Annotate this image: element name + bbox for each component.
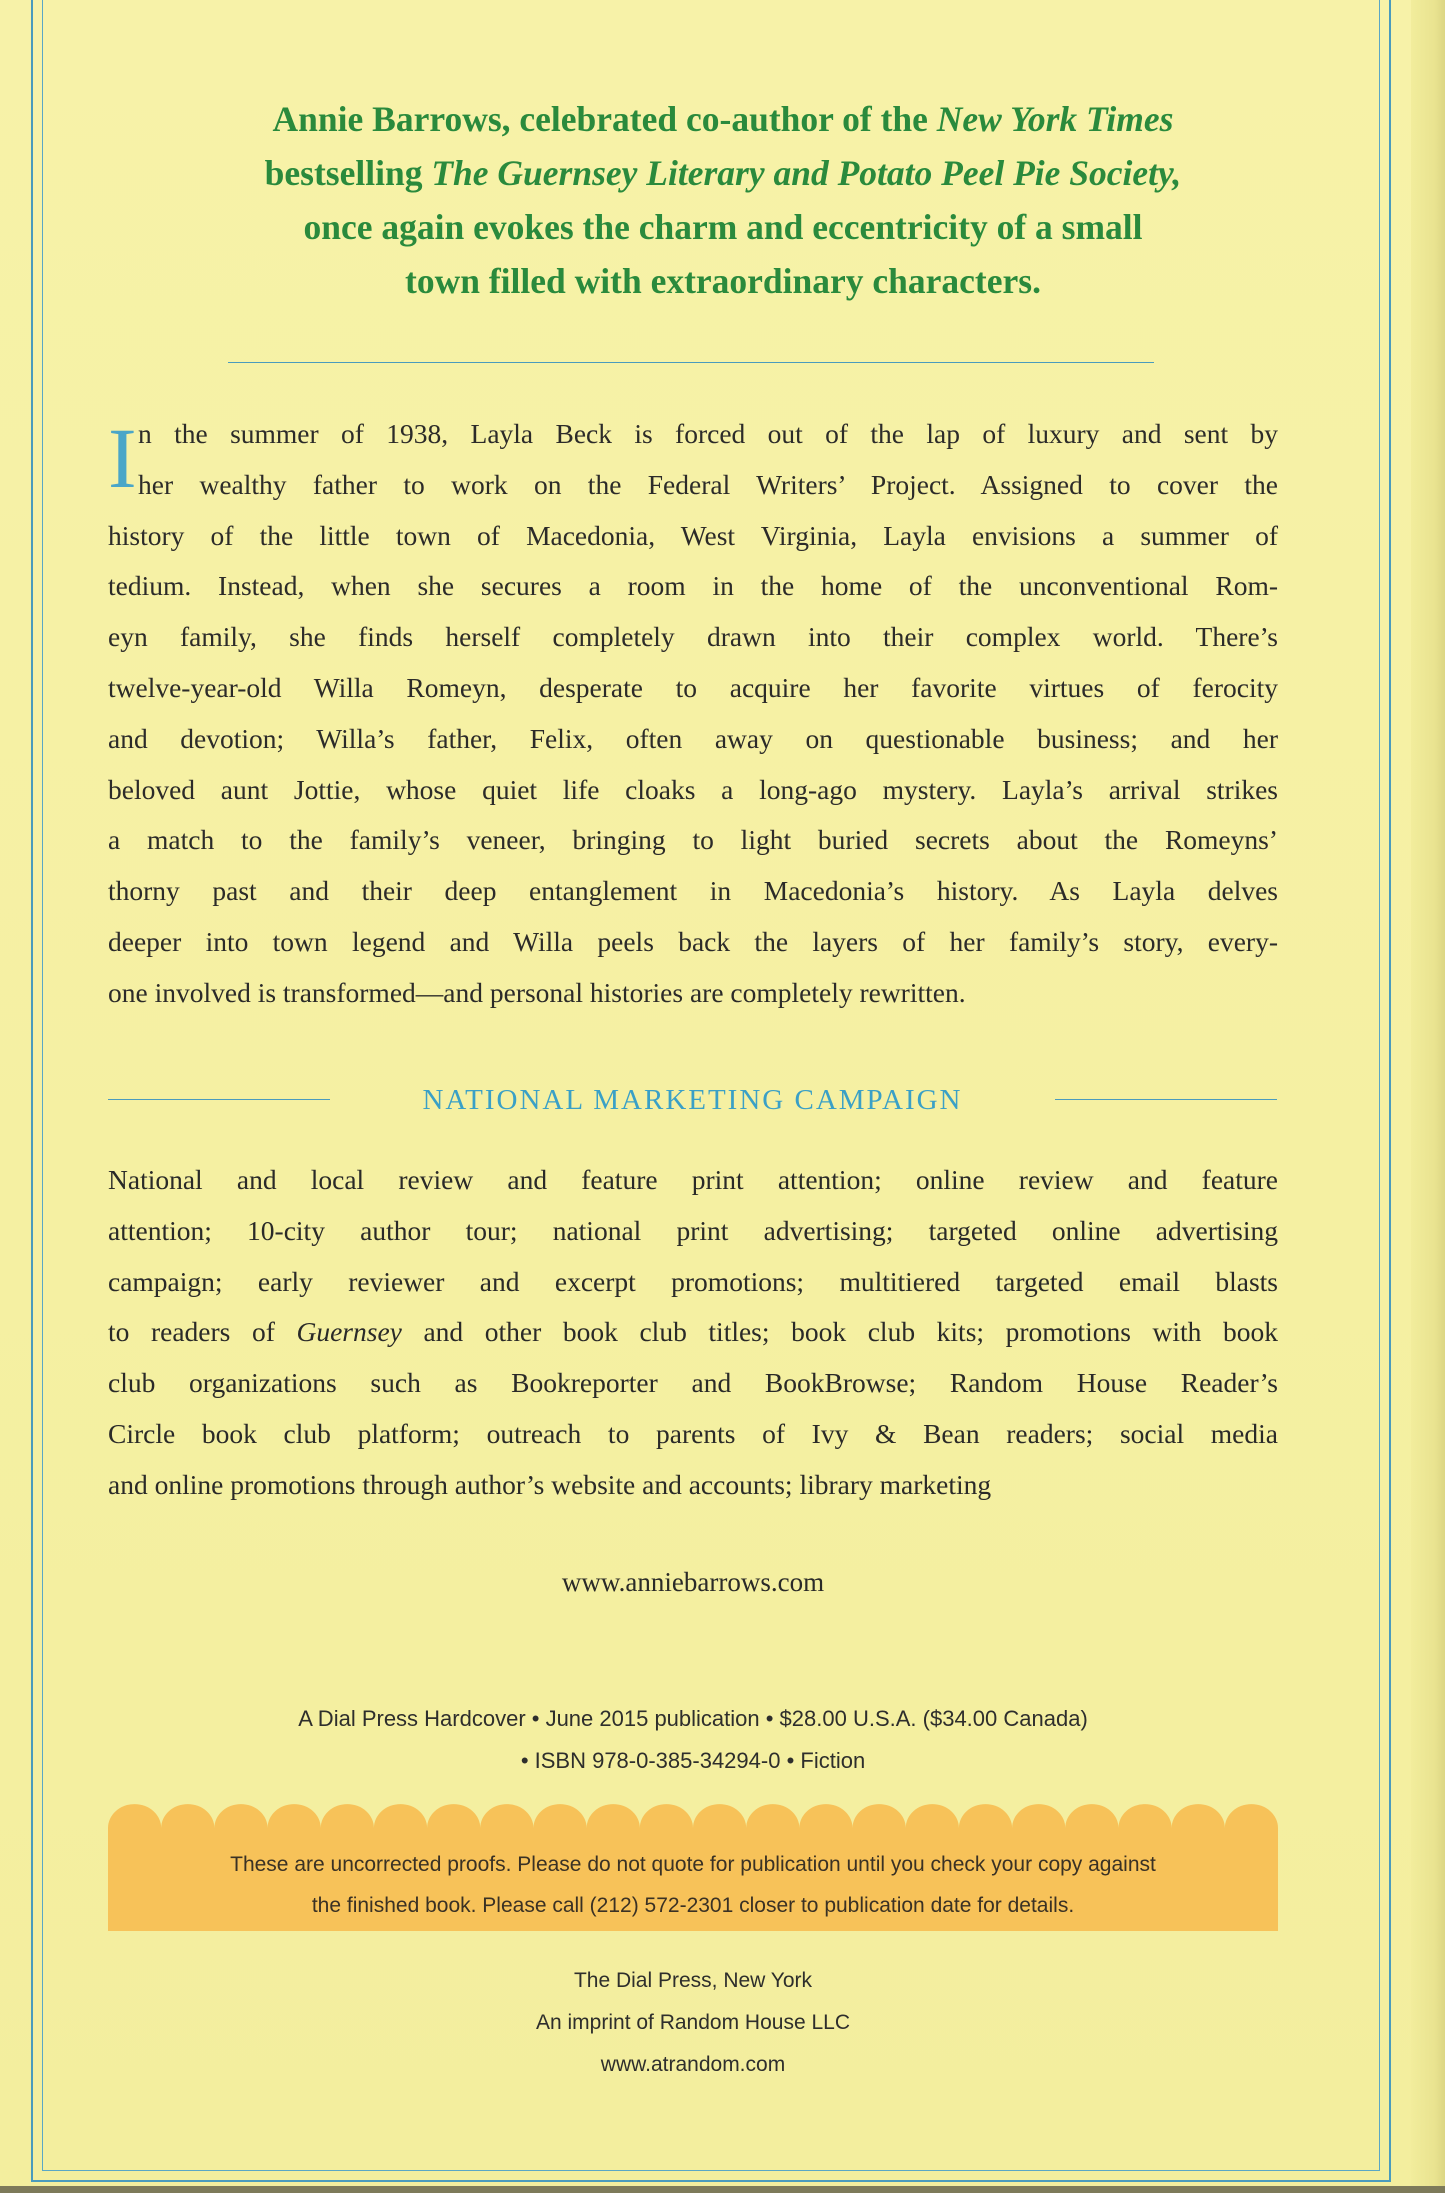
synopsis-line: deeper into town legend and Willa peels back the layers of her family’s story, every- <box>108 925 1278 957</box>
synopsis-line: beloved aunt Jottie, whose quiet life cloaks a long-ago mystery. Layla’s arrival strikes <box>108 773 1278 805</box>
heading-rule-left <box>108 1099 330 1100</box>
author-website: www.anniebarrows.com <box>561 1567 825 1597</box>
drop-cap: I <box>108 410 137 506</box>
divider-rule <box>228 362 1154 363</box>
headline-line: town filled with extraordinary characters. <box>405 261 1041 301</box>
marketing-line: to readers of Guernsey and other book club titles; book club kits; promotions with book <box>108 1316 1278 1348</box>
synopsis-line: history of the little town of Macedonia, West Virginia, Layla envisions a summer of <box>108 519 1278 551</box>
imprint-line: An imprint of Random House LLC <box>536 2011 850 2034</box>
headline-blurb <box>108 92 1338 308</box>
imprint-line: www.atrandom.com <box>600 2053 786 2076</box>
book-title: The Guernsey Literary and Potato Peel Pie Society, <box>431 153 1182 193</box>
notice-line: the finished book. Please call (212) 572-2301 closer to publication date for details. <box>311 1894 1075 1917</box>
marketing-line: Circle book club platform; outreach to parents of Ivy & Bean readers; social media <box>108 1417 1278 1449</box>
pub-line: • ISBN 978-0-385-34294-0 • Fiction <box>520 1748 866 1773</box>
marketing-line: National and local review and feature print attention; online review and feature <box>108 1164 1278 1195</box>
marketing-line: attention; 10-city author tour; national print advertising; targeted online advertising <box>108 1214 1278 1246</box>
marketing-line: and online promotions through author’s website and accounts; library marketing <box>108 1468 992 1500</box>
guernsey-title: Guernsey <box>296 1316 402 1348</box>
cover-edge <box>1411 0 1445 2193</box>
pub-line: A Dial Press Hardcover • June 2015 publication • $28.00 U.S.A. ($34.00 Canada) <box>298 1706 1088 1731</box>
marketing-line: club organizations such as Bookreporter and BookBrowse; Random House Reader’s <box>108 1367 1278 1399</box>
marketing-line: campaign; early reviewer and excerpt promotions; multitiered targeted email blasts <box>108 1265 1278 1297</box>
synopsis-line: her wealthy father to work on the Federal Writers’ Project. Assigned to cover the <box>138 468 1278 500</box>
synopsis-line: thorny past and their deep entanglement in Macedonia’s history. As Layla delves <box>108 875 1278 907</box>
newspaper-title: New York Times <box>936 99 1174 139</box>
marketing-heading: NATIONAL MARKETING CAMPAIGN <box>422 1084 963 1116</box>
bottom-edge <box>0 2186 1445 2193</box>
synopsis-line: tedium. Instead, when she secures a room in the home of the unconventional Rom- <box>108 570 1278 602</box>
synopsis-line: a match to the family’s veneer, bringing to light buried secrets about the Romeyns’ <box>108 824 1278 856</box>
publisher-imprint <box>108 1960 1278 2086</box>
synopsis-line: eyn family, she finds herself completely drawn into their complex world. There’s <box>108 621 1278 653</box>
headline-line: once again evokes the charm and eccentricity of a small <box>303 207 1143 247</box>
synopsis-paragraph <box>108 409 1278 1019</box>
marketing-paragraph <box>108 1155 1278 1511</box>
synopsis-line: and devotion; Willa’s father, Felix, often away on questionable business; and her <box>108 722 1278 754</box>
synopsis-line: one involved is transformed—and personal histories are completely rewritten. <box>108 976 966 1008</box>
headline-line: Annie Barrows, celebrated co-author of the New York Times <box>272 99 1174 139</box>
imprint-line: The Dial Press, New York <box>573 1969 813 1992</box>
heading-rule-right <box>1055 1099 1277 1100</box>
publication-info <box>108 1698 1278 1782</box>
proof-notice <box>108 1828 1278 1931</box>
notice-text <box>108 1844 1278 1926</box>
notice-line: These are uncorrected proofs. Please do not quote for publication until you check your copy against <box>230 1853 1156 1876</box>
headline-line: bestselling The Guernsey Literary and Potato Peel Pie Society, <box>264 153 1182 193</box>
synopsis-line: twelve-year-old Willa Romeyn, desperate to acquire her favorite virtues of ferocity <box>108 671 1278 703</box>
synopsis-line: n the summer of 1938, Layla Beck is forced out of the lap of luxury and sent by <box>138 418 1278 449</box>
